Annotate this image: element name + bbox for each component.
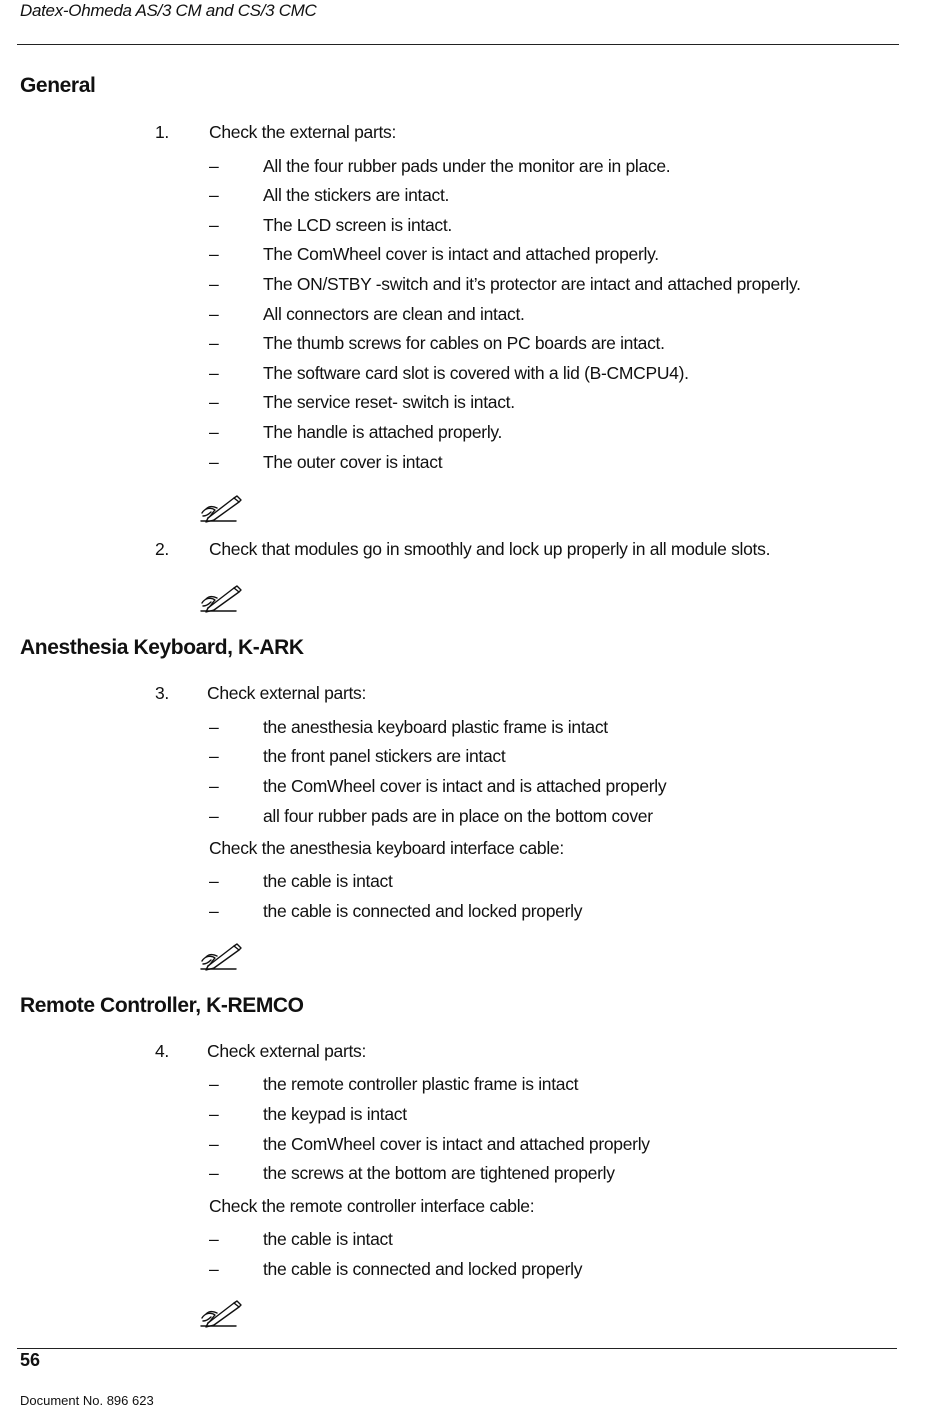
- bullet-dash: –: [209, 422, 219, 442]
- bullet-dash: –: [209, 746, 219, 766]
- list-item: the anesthesia keyboard plastic frame is intact: [263, 717, 608, 737]
- bullet-dash: –: [209, 185, 219, 205]
- list-item: the cable is intact: [263, 1229, 393, 1249]
- list-item: the cable is connected and locked properly: [263, 901, 583, 921]
- list-item: The software card slot is covered with a lid (B-CMCPU4).: [263, 363, 689, 383]
- document-number: Document No. 896 623: [20, 1393, 154, 1408]
- list-item: The ComWheel cover is intact and attached properly.: [263, 244, 659, 264]
- list-item: the ComWheel cover is intact and is attached properly: [263, 776, 667, 796]
- bullet-dash: –: [209, 1229, 219, 1249]
- step-text: Check that modules go in smoothly and lock up properly in all module slots.: [209, 539, 771, 559]
- list-item: All connectors are clean and intact.: [263, 304, 525, 324]
- step-number: 2.: [155, 539, 169, 559]
- section-heading-anesthesia-keyboard: Anesthesia Keyboard, K-ARK: [20, 636, 304, 659]
- list-item: the cable is intact: [263, 871, 393, 891]
- list-item: the ComWheel cover is intact and attached properly: [263, 1134, 650, 1154]
- step-number: 1.: [155, 122, 169, 142]
- bullet-dash: –: [209, 1259, 219, 1279]
- list-item: All the stickers are intact.: [263, 185, 450, 205]
- bullet-dash: –: [209, 304, 219, 324]
- bullet-dash: –: [209, 363, 219, 383]
- list-item: The service reset- switch is intact.: [263, 392, 515, 412]
- step-text: Check external parts:: [207, 683, 367, 703]
- sub-heading: Check the remote controller interface cable:: [209, 1196, 535, 1216]
- page-header: Datex-Ohmeda AS/3 CM and CS/3 CMC: [20, 1, 317, 20]
- list-item: the screws at the bottom are tightened properly: [263, 1163, 615, 1183]
- bullet-dash: –: [209, 333, 219, 353]
- list-item: the keypad is intact: [263, 1104, 407, 1124]
- bullet-dash: –: [209, 1134, 219, 1154]
- bullet-dash: –: [209, 392, 219, 412]
- list-item: The LCD screen is intact.: [263, 215, 452, 235]
- list-item: the remote controller plastic frame is intact: [263, 1074, 579, 1094]
- writing-hand-icon: [198, 585, 242, 615]
- writing-hand-icon: [198, 495, 242, 525]
- bullet-dash: –: [209, 156, 219, 176]
- step-number: 3.: [155, 683, 169, 703]
- step-number: 4.: [155, 1041, 169, 1061]
- step-text: Check external parts:: [207, 1041, 367, 1061]
- step-text: Check the external parts:: [209, 122, 397, 142]
- writing-hand-icon: [198, 1300, 242, 1330]
- sub-heading: Check the anesthesia keyboard interface cable:: [209, 838, 564, 858]
- list-item: all four rubber pads are in place on the bottom cover: [263, 806, 653, 826]
- bullet-dash: –: [209, 244, 219, 264]
- list-item: The outer cover is intact: [263, 452, 443, 472]
- footer-rule: [17, 1348, 897, 1349]
- bullet-dash: –: [209, 871, 219, 891]
- bullet-dash: –: [209, 215, 219, 235]
- bullet-dash: –: [209, 1104, 219, 1124]
- list-item: All the four rubber pads under the monitor are in place.: [263, 156, 671, 176]
- section-heading-general: General: [20, 74, 96, 97]
- header-rule: [17, 44, 899, 45]
- list-item: the front panel stickers are intact: [263, 746, 506, 766]
- bullet-dash: –: [209, 274, 219, 294]
- list-item: The handle is attached properly.: [263, 422, 503, 442]
- bullet-dash: –: [209, 901, 219, 921]
- list-item: The thumb screws for cables on PC boards are intact.: [263, 333, 665, 353]
- bullet-dash: –: [209, 1074, 219, 1094]
- bullet-dash: –: [209, 1163, 219, 1183]
- writing-hand-icon: [198, 943, 242, 973]
- bullet-dash: –: [209, 452, 219, 472]
- page-number: 56: [20, 1350, 41, 1370]
- bullet-dash: –: [209, 776, 219, 796]
- list-item: The ON/STBY -switch and it’s protector are intact and attached properly.: [263, 274, 801, 294]
- section-heading-remote-controller: Remote Controller, K-REMCO: [20, 994, 304, 1017]
- list-item: the cable is connected and locked properly: [263, 1259, 583, 1279]
- bullet-dash: –: [209, 806, 219, 826]
- bullet-dash: –: [209, 717, 219, 737]
